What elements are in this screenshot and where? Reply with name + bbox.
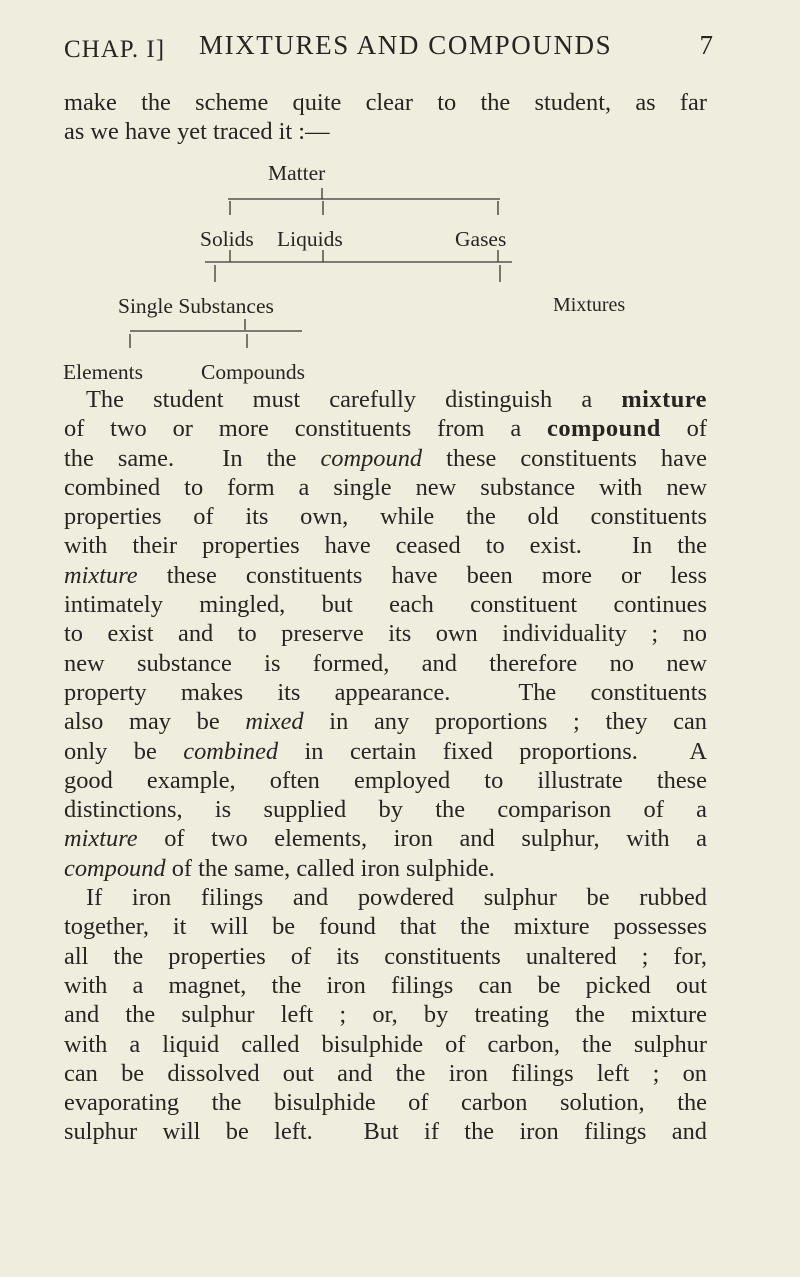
paragraph-2-line xyxy=(64,1088,707,1117)
text-run: the same. In the xyxy=(64,444,321,472)
text-run: with their properties have ceased to exist. In the xyxy=(64,532,707,560)
paragraph-1-line xyxy=(64,473,707,502)
paragraph-1-line xyxy=(64,619,707,648)
paragraph-1-line xyxy=(64,649,707,678)
text-run: all the properties of its constituents unaltered ; for, xyxy=(64,942,707,970)
intro-line-2: as we have yet traced it :— xyxy=(64,118,330,146)
text-run: only be xyxy=(64,737,184,765)
text-run: intimately mingled, but each constituent continues xyxy=(64,591,707,619)
text-run: in certain fixed proportions. A xyxy=(278,737,707,765)
text-run: combined to form a single new substance with new xyxy=(64,473,707,501)
text-run: can be dissolved out and the iron filings left ; on xyxy=(64,1059,707,1087)
text-run: good example, often employed to illustrate these xyxy=(64,766,707,794)
intro-line-1: make the scheme quite clear to the student, as far xyxy=(64,89,707,116)
text-run: properties of its own, while the old constituents xyxy=(64,503,707,531)
paragraph-1-line xyxy=(64,444,707,473)
text-run: with a magnet, the iron filings can be picked out xyxy=(64,971,707,999)
italic-term: mixed xyxy=(245,708,304,736)
paragraph-2-line xyxy=(64,1117,707,1146)
paragraph-2-line xyxy=(64,1030,707,1059)
paragraph-2-line xyxy=(64,971,707,1000)
italic-term: combined xyxy=(183,737,279,765)
text-run: sulphur will be left. But if the iron filings and xyxy=(64,1118,707,1146)
running-title: MIXTURES AND COMPOUNDS xyxy=(199,30,613,60)
text-run: of two elements, iron and sulphur, with a xyxy=(137,825,707,853)
body-text xyxy=(64,385,707,1147)
italic-term: mixture xyxy=(64,561,138,589)
node-liquids: Liquids xyxy=(277,227,343,251)
text-run: these constituents have xyxy=(422,444,707,472)
text-run: in any proportions ; they can xyxy=(303,708,707,736)
node-elements: Elements xyxy=(63,360,144,384)
node-compounds: Compounds xyxy=(201,360,305,384)
paragraph-1-line xyxy=(64,590,707,619)
paragraph-1-line xyxy=(64,737,707,766)
text-run: also may be xyxy=(64,708,246,736)
paragraph-1-line xyxy=(64,678,707,707)
text-run: of xyxy=(660,415,707,443)
bold-term: compound xyxy=(547,415,661,443)
text-run: to exist and to preserve its own individuality ; no xyxy=(64,620,707,648)
paragraph-1-line xyxy=(64,824,707,853)
paragraph-2-line xyxy=(64,1000,707,1029)
text-run: together, it will be found that the mixture possesses xyxy=(64,913,707,941)
intro-paragraph xyxy=(64,88,707,147)
paragraph-2 xyxy=(64,883,707,1147)
paragraph-1-line xyxy=(64,795,707,824)
paragraph-1-line xyxy=(64,561,707,590)
node-single-substances: Single Substances xyxy=(118,294,274,318)
paragraph-1-line xyxy=(64,502,707,531)
text-run: these constituents have been more or less xyxy=(137,561,707,589)
bold-term: mixture xyxy=(621,386,707,413)
paragraph-2-line xyxy=(64,883,707,912)
text-run: The student must carefully distinguish a xyxy=(86,386,622,413)
paragraph-1-line xyxy=(64,854,707,883)
text-run: distinctions, is supplied by the comparison of a xyxy=(64,796,707,824)
node-gases: Gases xyxy=(455,227,507,251)
page-number: 7 xyxy=(699,30,714,60)
node-mixtures: Mixtures xyxy=(553,294,626,316)
text-run: If iron filings and powdered sulphur be rubbed xyxy=(86,884,707,912)
paragraph-1-line xyxy=(64,707,707,736)
node-matter: Matter xyxy=(268,161,326,185)
text-run: with a liquid called bisulphide of carbon, the sulphur xyxy=(64,1030,707,1058)
paragraph-1-line xyxy=(64,766,707,795)
text-run: evaporating the bisulphide of carbon solution, the xyxy=(64,1089,707,1117)
text-run: of two or more constituents from a xyxy=(64,415,548,443)
node-solids: Solids xyxy=(200,227,254,251)
paragraph-2-line xyxy=(64,942,707,971)
running-head xyxy=(64,30,714,70)
paragraph-2-line xyxy=(64,1059,707,1088)
text-run: of the same, called iron sulphide. xyxy=(165,854,495,882)
paragraph-1-line xyxy=(64,414,707,443)
paragraph-1-line xyxy=(64,531,707,560)
italic-term: mixture xyxy=(64,825,138,853)
text-run: and the sulphur left ; or, by treating the mixture xyxy=(64,1001,707,1029)
text-run: property makes its appearance. The constituents xyxy=(64,678,707,706)
paragraph-1-line xyxy=(64,385,707,414)
text-run: new substance is formed, and therefore no new xyxy=(64,649,707,677)
italic-term: compound xyxy=(64,854,166,882)
chapter-label: CHAP. I] xyxy=(64,36,166,63)
paragraph-2-line xyxy=(64,912,707,941)
italic-term: compound xyxy=(320,444,423,472)
paragraph-1 xyxy=(64,385,707,883)
